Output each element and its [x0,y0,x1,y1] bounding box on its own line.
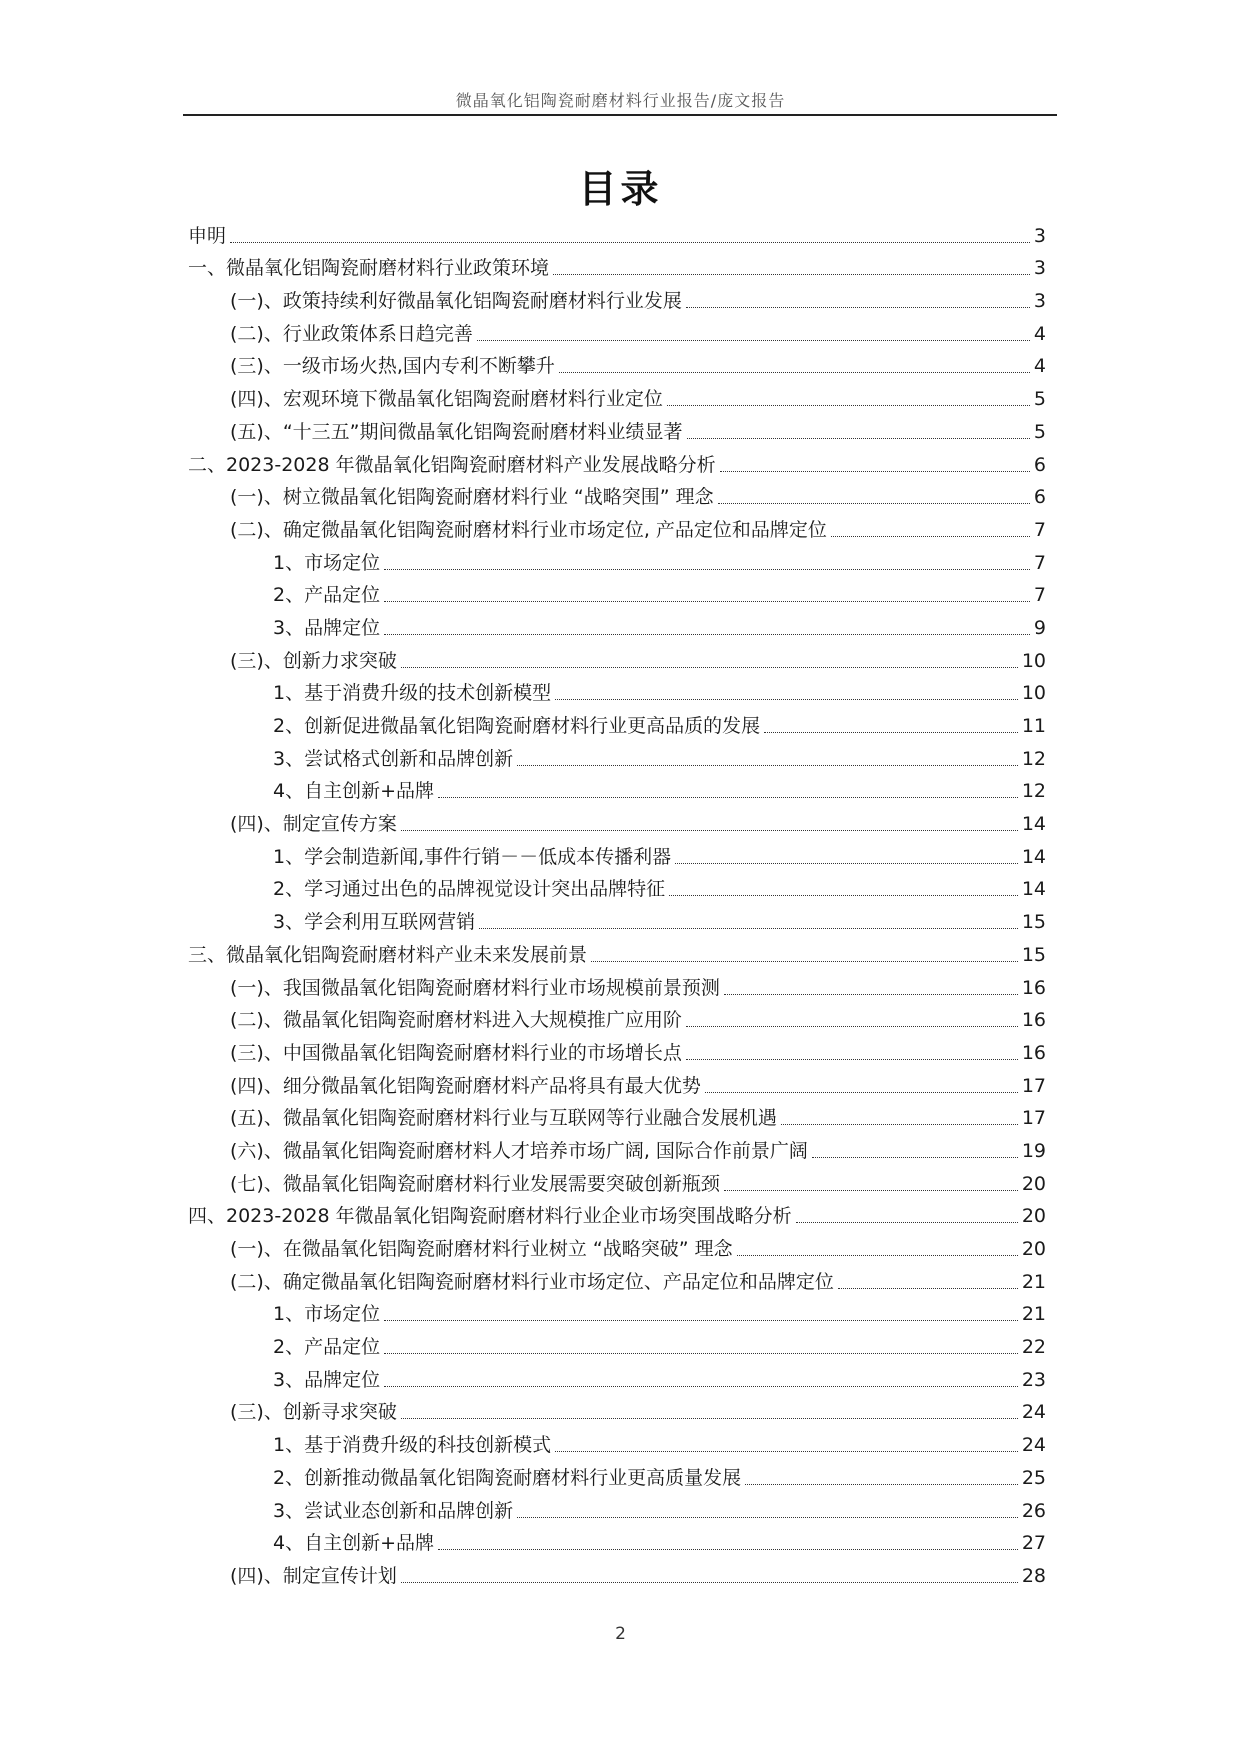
toc-dot-leader [384,634,1030,635]
toc-dot-leader [667,405,1030,406]
toc-entry-title: (七)、微晶氧化铝陶瓷耐磨材料行业发展需要突破创新瓶颈 [230,1172,720,1195]
toc-entry-page: 21 [1021,1303,1046,1326]
toc-dot-leader [479,928,1018,929]
toc-entry-title: 3、品牌定位 [273,616,381,639]
toc-entry-page: 15 [1021,911,1046,934]
toc-entry-title: (五)、微晶氧化铝陶瓷耐磨材料行业与互联网等行业融合发展机遇 [230,1107,777,1130]
toc-dot-leader [384,1353,1018,1354]
toc-entry[interactable] [188,1196,1046,1229]
toc-entry[interactable] [188,378,1046,411]
toc-entry-page: 20 [1021,1205,1046,1228]
toc-dot-leader [838,1288,1018,1289]
toc-entry-page: 12 [1021,780,1046,803]
toc-dot-leader [591,961,1018,962]
toc-dot-leader [438,797,1018,798]
toc-entry[interactable] [188,477,1046,510]
toc-dot-leader [718,503,1030,504]
toc-entry[interactable] [188,313,1046,346]
toc-entry-page: 20 [1021,1238,1046,1260]
page-title: 目录 [578,167,663,211]
toc-entry-page: 23 [1021,1368,1046,1391]
toc-entry-page: 7 [1033,584,1046,607]
toc-dot-leader [686,1059,1018,1060]
toc-dot-leader [745,1484,1018,1485]
toc-entry[interactable] [188,901,1046,934]
toc-entry[interactable] [188,1163,1046,1196]
toc-entry-page: 17 [1021,1074,1046,1097]
toc-entry-page: 6 [1033,453,1046,476]
toc-entry-title: (四)、细分微晶氧化铝陶瓷耐磨材料产品将具有最大优势 [230,1074,701,1097]
toc-dot-leader [384,1320,1018,1321]
toc-entry-page: 6 [1033,486,1046,509]
toc-dot-leader [720,471,1030,472]
toc-entry-title: 3、尝试业态创新和品牌创新 [273,1499,514,1522]
toc-entry-title: 1、学会制造新闻,事件行销－－低成本传播利器 [273,845,672,868]
toc-dot-leader [555,699,1018,700]
toc-entry[interactable] [188,444,1046,477]
toc-entry-page: 4 [1033,355,1046,378]
toc-entry[interactable] [188,869,1046,902]
toc-entry-title: 3、品牌定位 [273,1368,381,1391]
toc-entry-page: 3 [1033,257,1046,280]
toc-entry[interactable] [188,1555,1046,1588]
toc-entry-page: 7 [1033,518,1046,541]
toc-entry-page: 14 [1021,878,1046,901]
toc-entry-page: 9 [1033,616,1046,639]
toc-entry-page: 4 [1033,322,1046,345]
toc-entry-title: 2、创新促进微晶氧化铝陶瓷耐磨材料行业更高品质的发展 [273,715,761,737]
toc-entry-title: (二)、行业政策体系日趋完善 [230,322,473,345]
toc-entry-title: 1、市场定位 [273,551,381,574]
toc-entry-title: (四)、制定宣传计划 [230,1564,397,1587]
toc-entry-page: 11 [1021,715,1046,737]
toc-entry-title: 2、创新推动微晶氧化铝陶瓷耐磨材料行业更高质量发展 [273,1466,742,1489]
toc-dot-leader [669,895,1018,896]
toc-entry[interactable] [188,1424,1046,1457]
toc-entry-page: 27 [1021,1532,1046,1555]
toc-entry-page: 28 [1021,1564,1046,1587]
toc-entry[interactable] [188,1261,1046,1294]
toc-entry-title: 2、学习通过出色的品牌视觉设计突出品牌特征 [273,878,666,901]
toc-entry-title: (一)、我国微晶氧化铝陶瓷耐磨材料行业市场规模前景预测 [230,976,720,999]
toc-entry-title: (六)、微晶氧化铝陶瓷耐磨材料人才培养市场广阔, 国际合作前景广阔 [230,1139,808,1162]
toc-entry[interactable] [188,1294,1046,1327]
toc-dot-leader [401,1418,1018,1419]
toc-entry-page: 5 [1033,388,1046,411]
toc-entry[interactable] [188,967,1046,1000]
toc-dot-leader [384,601,1030,602]
toc-entry[interactable] [188,280,1046,313]
toc-entry-page: 10 [1021,682,1046,705]
toc-entry[interactable] [188,1065,1046,1098]
toc-dot-leader [438,1549,1018,1550]
toc-entry[interactable] [188,934,1046,967]
toc-entry[interactable] [188,346,1046,379]
toc-entry-title: (五)、“十三五”期间微晶氧化铝陶瓷耐磨材料业绩显著 [230,420,683,443]
toc-entry-title: (四)、制定宣传方案 [230,813,397,836]
toc-dot-leader [517,765,1018,766]
header-rule [183,114,1057,116]
toc-entry-page: 12 [1021,747,1046,770]
toc-entry-title: (二)、确定微晶氧化铝陶瓷耐磨材料行业市场定位, 产品定位和品牌定位 [230,518,827,541]
toc-entry-page: 16 [1021,1009,1046,1032]
toc-entry[interactable] [188,1228,1046,1261]
toc-entry[interactable] [188,1523,1046,1556]
toc-entry-title: 1、基于消费升级的技术创新模型 [273,682,552,705]
toc-entry[interactable] [188,1000,1046,1033]
toc-entry-page: 3 [1033,224,1046,247]
toc-dot-leader [477,340,1030,341]
toc-entry-title: 3、尝试格式创新和品牌创新 [273,747,514,770]
toc-dot-leader [724,994,1018,995]
toc-dot-leader [559,372,1030,373]
toc-entry[interactable] [188,1490,1046,1523]
toc-dot-leader [553,274,1030,275]
page-number: 2 [615,1624,626,1644]
toc-entry-title: 1、基于消费升级的科技创新模式 [273,1434,552,1457]
toc-entry-page: 14 [1021,813,1046,836]
toc-entry[interactable] [188,771,1046,804]
toc-entry-page: 25 [1021,1466,1046,1489]
toc-entry[interactable] [188,248,1046,281]
toc-entry-page: 5 [1033,420,1046,443]
toc-entry[interactable] [188,1098,1046,1131]
running-header: 微晶氧化铝陶瓷耐磨材料行业报告/庞文报告 [455,91,786,110]
toc-entry-page: 24 [1021,1434,1046,1457]
toc-entry-title: 2、产品定位 [273,584,381,607]
toc-dot-leader [230,242,1030,243]
toc-entry[interactable] [188,607,1046,640]
toc-dot-leader [831,536,1030,537]
toc-entry-title: (二)、微晶氧化铝陶瓷耐磨材料进入大规模推广应用阶 [230,1009,682,1032]
toc-entry-page: 14 [1021,845,1046,868]
toc-entry-title: 4、自主创新+品牌 [273,780,435,803]
toc-entry[interactable] [188,575,1046,608]
toc-entry[interactable] [188,1326,1046,1359]
toc-dot-leader [764,732,1018,733]
toc-entry-title: (三)、创新力求突破 [230,649,397,672]
toc-entry-title: 2、产品定位 [273,1336,381,1359]
toc-dot-leader [384,569,1030,570]
toc-dot-leader [724,1190,1018,1191]
toc-dot-leader [687,438,1030,439]
toc-entry[interactable] [188,1457,1046,1490]
toc-entry-page: 19 [1021,1139,1046,1162]
toc-dot-leader [737,1255,1018,1256]
toc-entry-page: 21 [1021,1270,1046,1293]
toc-entry-title: 4、自主创新+品牌 [273,1532,435,1555]
toc-entry[interactable] [188,803,1046,836]
toc-dot-leader [401,830,1018,831]
toc-entry-page: 22 [1021,1336,1046,1359]
toc-entry-page: 10 [1021,649,1046,672]
toc-dot-leader [705,1092,1018,1093]
toc-dot-leader [812,1157,1018,1158]
toc-entry-title: (一)、在微晶氧化铝陶瓷耐磨材料行业树立 “战略突破” 理念 [230,1238,733,1260]
toc-entry-title: (二)、确定微晶氧化铝陶瓷耐磨材料行业市场定位、产品定位和品牌定位 [230,1270,834,1293]
toc-dot-leader [401,1582,1018,1583]
toc-entry-title: (三)、中国微晶氧化铝陶瓷耐磨材料行业的市场增长点 [230,1041,682,1064]
toc-entry-title: 二、2023-2028 年微晶氧化铝陶瓷耐磨材料产业发展战略分析 [188,453,716,476]
toc-dot-leader [401,667,1018,668]
toc-entry-page: 15 [1021,943,1046,966]
toc-entry-title: 一、微晶氧化铝陶瓷耐磨材料行业政策环境 [188,257,550,280]
toc-entry[interactable] [188,542,1046,575]
toc-entry[interactable] [188,836,1046,869]
toc-dot-leader [686,1026,1018,1027]
toc-entry[interactable] [188,673,1046,706]
toc-entry-title: 三、微晶氧化铝陶瓷耐磨材料产业未来发展前景 [188,943,588,966]
table-of-contents [188,215,1046,1588]
toc-entry[interactable] [188,215,1046,248]
toc-dot-leader [796,1222,1018,1223]
toc-dot-leader [517,1517,1018,1518]
toc-entry[interactable] [188,640,1046,673]
toc-entry-page: 17 [1021,1107,1046,1130]
toc-dot-leader [686,307,1030,308]
toc-entry-page: 16 [1021,1041,1046,1064]
toc-entry[interactable] [188,1130,1046,1163]
toc-entry[interactable] [188,509,1046,542]
toc-entry[interactable] [188,1392,1046,1425]
toc-entry-page: 3 [1033,290,1046,313]
toc-entry-page: 7 [1033,551,1046,574]
toc-entry-page: 20 [1021,1172,1046,1195]
toc-entry-title: (三)、创新寻求突破 [230,1401,397,1424]
toc-entry-title: 申明 [188,224,227,247]
toc-entry-title: (一)、政策持续利好微晶氧化铝陶瓷耐磨材料行业发展 [230,290,682,313]
toc-entry-page: 24 [1021,1401,1046,1424]
toc-entry-title: (一)、树立微晶氧化铝陶瓷耐磨材料行业 “战略突围” 理念 [230,486,714,509]
toc-entry-title: 1、市场定位 [273,1303,381,1326]
toc-entry-title: 四、2023-2028 年微晶氧化铝陶瓷耐磨材料行业企业市场突围战略分析 [188,1205,792,1228]
toc-entry[interactable] [188,1032,1046,1065]
toc-entry-page: 26 [1021,1499,1046,1522]
toc-entry-page: 16 [1021,976,1046,999]
toc-entry[interactable] [188,705,1046,738]
toc-entry[interactable] [188,738,1046,771]
toc-dot-leader [781,1124,1018,1125]
toc-entry[interactable] [188,411,1046,444]
toc-dot-leader [675,863,1018,864]
toc-dot-leader [384,1386,1018,1387]
toc-entry-title: 3、学会利用互联网营销 [273,911,476,934]
toc-dot-leader [555,1451,1018,1452]
toc-entry[interactable] [188,1359,1046,1392]
toc-entry-title: (四)、宏观环境下微晶氧化铝陶瓷耐磨材料行业定位 [230,388,663,411]
toc-entry-title: (三)、一级市场火热,国内专利不断攀升 [230,355,555,378]
